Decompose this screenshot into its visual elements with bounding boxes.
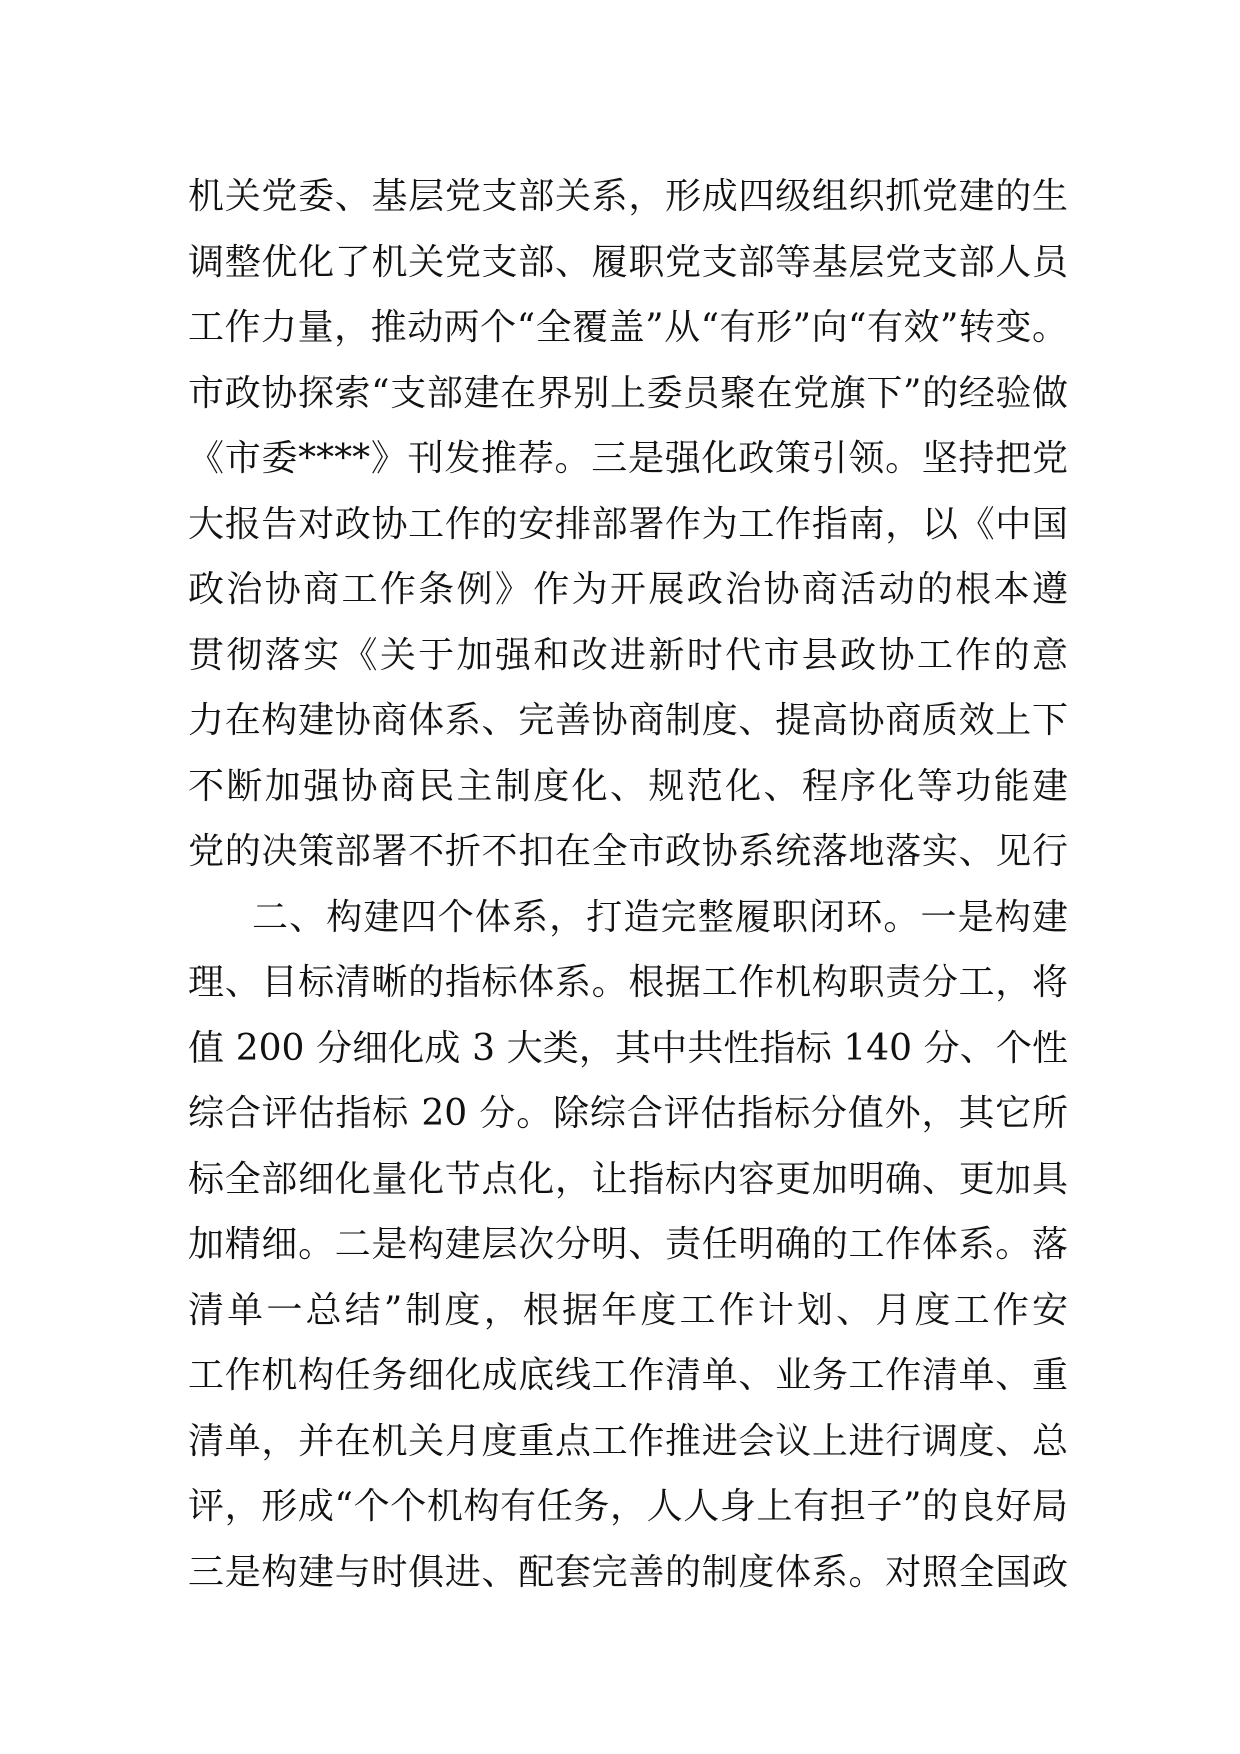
text-line: 工作机构任务细化成底线工作清单、业务工作清单、重: [188, 1355, 1068, 1396]
text-line: 标全部细化量化节点化，让指标内容更加明确、更加具: [188, 1158, 1068, 1200]
text-line: 贯彻落实《关于加强和改进新时代市县政协工作的意: [188, 634, 1068, 676]
text-line: 加精细。二是构建层次分明、责任明确的工作体系。落: [188, 1224, 1068, 1265]
text-line: 政治协商工作条例》作为开展政治协商活动的根本遵: [188, 569, 1068, 610]
text-line: 调整优化了机关党支部、履职党支部等基层党支部人员: [188, 241, 1068, 283]
text-line: 理、目标清晰的指标体系。根据工作机构职责分工，将: [188, 962, 1068, 1003]
text-line: 评，形成“个个机构有任务，人人身上有担子”的良好局: [188, 1486, 1068, 1527]
text-line: 清单，并在机关月度重点工作推进会议上进行调度、总: [188, 1420, 1068, 1462]
text-line: 力在构建协商体系、完善协商制度、提高协商质效上下: [188, 700, 1068, 741]
text-line: 大报告对政协工作的安排部署作为工作指南，以《中国: [188, 503, 1068, 545]
text-line: 清单一总结”制度，根据年度工作计划、月度工作安: [188, 1289, 1068, 1331]
text-line: 三是构建与时俱进、配套完善的制度体系。对照全国政: [188, 1551, 1068, 1593]
paragraph-start-line: 二、构建四个体系，打造完整履职闭环。一是构建: [252, 896, 1068, 938]
text-line: 综合评估指标 20 分。除综合评估指标分值外，其它所: [188, 1093, 1068, 1134]
text-line: 市政协探索“支部建在界别上委员聚在党旗下”的经验做: [188, 372, 1068, 414]
body-text: [188, 164, 1068, 1605]
text-line: 不断加强协商民主制度化、规范化、程序化等功能建: [188, 765, 1068, 807]
text-line: 党的决策部署不折不扣在全市政协系统落地落实、见行: [188, 831, 1068, 872]
text-line: 机关党委、基层党支部关系，形成四级组织抓党建的生: [188, 176, 1068, 217]
text-line: 值 200 分细化成 3 大类，其中共性指标 140 分、个性: [188, 1027, 1068, 1069]
text-line: 工作力量，推动两个“全覆盖”从“有形”向“有效”转变。: [188, 307, 1068, 348]
text-line: 《市委****》刊发推荐。三是强化政策引领。坚持把党: [188, 438, 1068, 479]
